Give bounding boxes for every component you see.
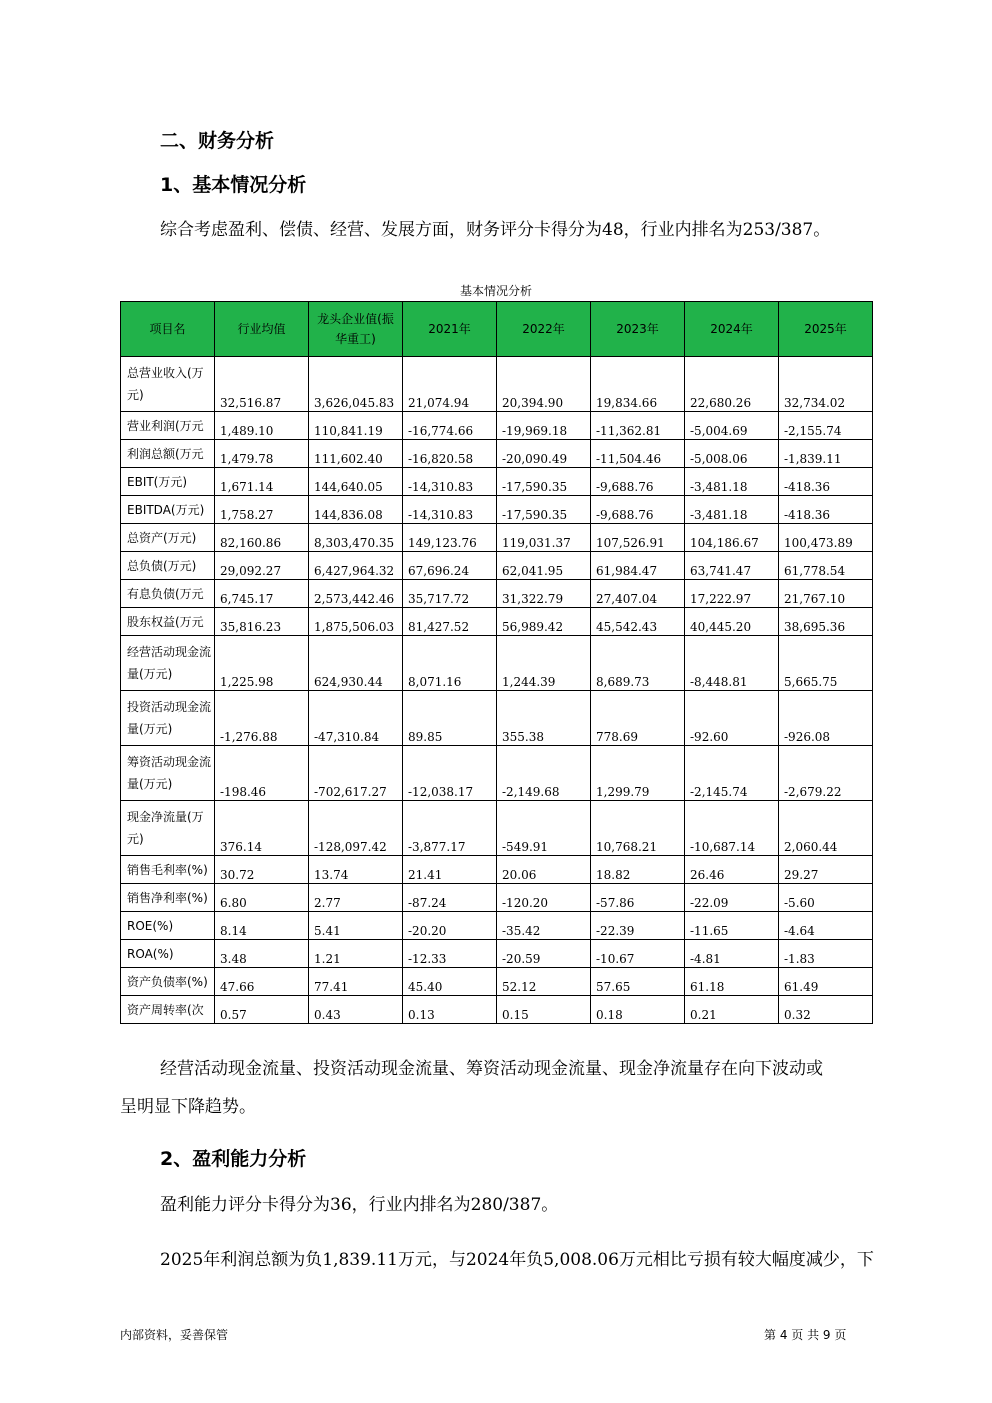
table-body <box>121 357 873 1024</box>
table-cell: -2,145.74 <box>685 746 779 801</box>
table-cell: 100,473.89 <box>779 524 873 552</box>
row-label: 销售净利率(%) <box>121 884 215 912</box>
row-label: 现金净流量(万元) <box>121 801 215 856</box>
table-cell: -3,877.17 <box>403 801 497 856</box>
column-header: 行业均值 <box>215 302 309 357</box>
paragraph-cashflow-trend-line2: 呈明显下降趋势。 <box>120 1097 256 1117</box>
table-cell: 5.41 <box>309 912 403 940</box>
table-cell: -549.91 <box>497 801 591 856</box>
table-cell: 8,303,470.35 <box>309 524 403 552</box>
table-cell: -9,688.76 <box>591 468 685 496</box>
table-row <box>121 636 873 691</box>
table-row <box>121 968 873 996</box>
table-cell: 0.57 <box>215 996 309 1024</box>
table-cell: -35.42 <box>497 912 591 940</box>
table-cell: 22,680.26 <box>685 357 779 412</box>
table-row <box>121 608 873 636</box>
table-cell: -10,687.14 <box>685 801 779 856</box>
table-cell: 0.32 <box>779 996 873 1024</box>
footer-page-number: 第 4 页 共 9 页 <box>764 1328 847 1342</box>
table-cell: 1,225.98 <box>215 636 309 691</box>
row-label: EBITDA(万元) <box>121 496 215 524</box>
table-cell: 624,930.44 <box>309 636 403 691</box>
row-label: 投资活动现金流量(万元) <box>121 691 215 746</box>
table-row <box>121 440 873 468</box>
table-cell: 104,186.67 <box>685 524 779 552</box>
table-cell: 18.82 <box>591 856 685 884</box>
table-row <box>121 996 873 1024</box>
table-cell: -14,310.83 <box>403 496 497 524</box>
table-row <box>121 691 873 746</box>
table-row <box>121 496 873 524</box>
table-cell: 17,222.97 <box>685 580 779 608</box>
table-cell: 67,696.24 <box>403 552 497 580</box>
table-cell: 1,299.79 <box>591 746 685 801</box>
subsection-title-basic: 1、基本情况分析 <box>160 174 307 196</box>
table-row <box>121 357 873 412</box>
column-header: 2023年 <box>591 302 685 357</box>
column-header: 2024年 <box>685 302 779 357</box>
table-cell: 31,322.79 <box>497 580 591 608</box>
table-cell: 61,984.47 <box>591 552 685 580</box>
table-cell: -3,481.18 <box>685 496 779 524</box>
table-header-row <box>121 302 873 357</box>
table-cell: 56,989.42 <box>497 608 591 636</box>
table-cell: 355.38 <box>497 691 591 746</box>
table-cell: 1,489.10 <box>215 412 309 440</box>
table-cell: -1.83 <box>779 940 873 968</box>
column-header: 2022年 <box>497 302 591 357</box>
table-cell: -16,774.66 <box>403 412 497 440</box>
table-cell: -3,481.18 <box>685 468 779 496</box>
table-cell: -11,504.46 <box>591 440 685 468</box>
row-label: 总资产(万元) <box>121 524 215 552</box>
table-row <box>121 856 873 884</box>
table-cell: 21.41 <box>403 856 497 884</box>
table-cell: 10,768.21 <box>591 801 685 856</box>
table-cell: 0.18 <box>591 996 685 1024</box>
footer-confidential: 内部资料，妥善保管 <box>120 1328 229 1342</box>
table-caption: 基本情况分析 <box>459 284 532 298</box>
table-cell: 3.48 <box>215 940 309 968</box>
table-cell: 21,767.10 <box>779 580 873 608</box>
financial-table <box>120 301 873 1024</box>
table-cell: -12,038.17 <box>403 746 497 801</box>
table-cell: 1,244.39 <box>497 636 591 691</box>
table-cell: 111,602.40 <box>309 440 403 468</box>
table-cell: -92.60 <box>685 691 779 746</box>
table-cell: 2.77 <box>309 884 403 912</box>
table-cell: -198.46 <box>215 746 309 801</box>
table-cell: 13.74 <box>309 856 403 884</box>
subsection-title-profitability: 2、盈利能力分析 <box>160 1148 307 1170</box>
table-cell: -20.59 <box>497 940 591 968</box>
table-cell: -10.67 <box>591 940 685 968</box>
table-cell: 1,758.27 <box>215 496 309 524</box>
table-cell: 144,836.08 <box>309 496 403 524</box>
table-cell: 45,542.43 <box>591 608 685 636</box>
table-cell: 32,516.87 <box>215 357 309 412</box>
table-cell: 0.13 <box>403 996 497 1024</box>
row-label: 有息负债(万元 <box>121 580 215 608</box>
table-cell: 57.65 <box>591 968 685 996</box>
table-cell: 778.69 <box>591 691 685 746</box>
table-cell: 38,695.36 <box>779 608 873 636</box>
table-cell: -4.81 <box>685 940 779 968</box>
table-cell: 61.49 <box>779 968 873 996</box>
table-cell: -2,149.68 <box>497 746 591 801</box>
table-cell: -22.09 <box>685 884 779 912</box>
table-cell: 1.21 <box>309 940 403 968</box>
table-cell: 5,665.75 <box>779 636 873 691</box>
table-cell: 52.12 <box>497 968 591 996</box>
column-header: 项目名 <box>121 302 215 357</box>
table-row <box>121 940 873 968</box>
column-header: 2025年 <box>779 302 873 357</box>
paragraph-score-summary: 综合考虑盈利、偿债、经营、发展方面，财务评分卡得分为48，行业内排名为253/387。 <box>160 220 831 240</box>
table-row <box>121 468 873 496</box>
table-cell: 8.14 <box>215 912 309 940</box>
table-row <box>121 524 873 552</box>
table-cell: 77.41 <box>309 968 403 996</box>
table-row <box>121 884 873 912</box>
table-cell: 45.40 <box>403 968 497 996</box>
table-cell: -47,310.84 <box>309 691 403 746</box>
table-cell: 376.14 <box>215 801 309 856</box>
table-cell: 29,092.27 <box>215 552 309 580</box>
table-cell: -5,004.69 <box>685 412 779 440</box>
column-header: 龙头企业值(振华重工) <box>309 302 403 357</box>
row-label: 利润总额(万元 <box>121 440 215 468</box>
table-cell: -1,839.11 <box>779 440 873 468</box>
table-cell: 8,071.16 <box>403 636 497 691</box>
table-cell: 82,160.86 <box>215 524 309 552</box>
paragraph-profitability-score: 盈利能力评分卡得分为36，行业内排名为280/387。 <box>160 1195 559 1215</box>
table-row <box>121 552 873 580</box>
table-cell: 1,479.78 <box>215 440 309 468</box>
row-label: 筹资活动现金流量(万元) <box>121 746 215 801</box>
table-cell: 0.15 <box>497 996 591 1024</box>
table-cell: 0.43 <box>309 996 403 1024</box>
table-cell: 119,031.37 <box>497 524 591 552</box>
table-cell: 20,394.90 <box>497 357 591 412</box>
table-cell: 19,834.66 <box>591 357 685 412</box>
table-cell: 3,626,045.83 <box>309 357 403 412</box>
table-cell: 149,123.76 <box>403 524 497 552</box>
table-cell: 27,407.04 <box>591 580 685 608</box>
table-cell: -14,310.83 <box>403 468 497 496</box>
table-cell: -926.08 <box>779 691 873 746</box>
table-cell: -418.36 <box>779 468 873 496</box>
table-cell: 61,778.54 <box>779 552 873 580</box>
row-label: 总负债(万元) <box>121 552 215 580</box>
row-label: EBIT(万元) <box>121 468 215 496</box>
table-row <box>121 412 873 440</box>
row-label: 销售毛利率(%) <box>121 856 215 884</box>
table-cell: 81,427.52 <box>403 608 497 636</box>
table-cell: 107,526.91 <box>591 524 685 552</box>
table-cell: -128,097.42 <box>309 801 403 856</box>
table-row <box>121 580 873 608</box>
table-cell: 29.27 <box>779 856 873 884</box>
paragraph-cashflow-trend-line1: 经营活动现金流量、投资活动现金流量、筹资活动现金流量、现金净流量存在向下波动或 <box>160 1059 823 1079</box>
table-cell: -4.64 <box>779 912 873 940</box>
table-cell: 6,745.17 <box>215 580 309 608</box>
table-cell: -1,276.88 <box>215 691 309 746</box>
column-header: 2021年 <box>403 302 497 357</box>
row-label: 经营活动现金流量(万元) <box>121 636 215 691</box>
table-cell: 2,060.44 <box>779 801 873 856</box>
table-cell: -418.36 <box>779 496 873 524</box>
table-cell: -11.65 <box>685 912 779 940</box>
table-cell: -57.86 <box>591 884 685 912</box>
table-cell: 26.46 <box>685 856 779 884</box>
row-label: 营业利润(万元 <box>121 412 215 440</box>
table-cell: -9,688.76 <box>591 496 685 524</box>
table-cell: -17,590.35 <box>497 468 591 496</box>
table-row <box>121 912 873 940</box>
table-cell: 6.80 <box>215 884 309 912</box>
row-label: 资产负债率(%) <box>121 968 215 996</box>
table-cell: -19,969.18 <box>497 412 591 440</box>
table-cell: 20.06 <box>497 856 591 884</box>
table-row <box>121 746 873 801</box>
table-cell: -8,448.81 <box>685 636 779 691</box>
table-cell: -16,820.58 <box>403 440 497 468</box>
table-cell: 63,741.47 <box>685 552 779 580</box>
table-cell: 1,671.14 <box>215 468 309 496</box>
table-cell: 110,841.19 <box>309 412 403 440</box>
row-label: 股东权益(万元 <box>121 608 215 636</box>
table-cell: -5.60 <box>779 884 873 912</box>
table-cell: 35,717.72 <box>403 580 497 608</box>
table-cell: -87.24 <box>403 884 497 912</box>
table-cell: 40,445.20 <box>685 608 779 636</box>
table-cell: 61.18 <box>685 968 779 996</box>
table-cell: 1,875,506.03 <box>309 608 403 636</box>
table-row <box>121 801 873 856</box>
table-cell: 0.21 <box>685 996 779 1024</box>
table-cell: 8,689.73 <box>591 636 685 691</box>
table-cell: 62,041.95 <box>497 552 591 580</box>
table-cell: -5,008.06 <box>685 440 779 468</box>
table-cell: -17,590.35 <box>497 496 591 524</box>
table-cell: 21,074.94 <box>403 357 497 412</box>
table-cell: 35,816.23 <box>215 608 309 636</box>
row-label: ROA(%) <box>121 940 215 968</box>
table-cell: 89.85 <box>403 691 497 746</box>
table-cell: -120.20 <box>497 884 591 912</box>
table-cell: 47.66 <box>215 968 309 996</box>
table-cell: 6,427,964.32 <box>309 552 403 580</box>
table-cell: -2,679.22 <box>779 746 873 801</box>
row-label: 资产周转率(次 <box>121 996 215 1024</box>
table-cell: -20,090.49 <box>497 440 591 468</box>
table-cell: 30.72 <box>215 856 309 884</box>
table-cell: -702,617.27 <box>309 746 403 801</box>
table-cell: 32,734.02 <box>779 357 873 412</box>
table-cell: -2,155.74 <box>779 412 873 440</box>
table-cell: -20.20 <box>403 912 497 940</box>
table-cell: -11,362.81 <box>591 412 685 440</box>
row-label: ROE(%) <box>121 912 215 940</box>
table-cell: -12.33 <box>403 940 497 968</box>
table-cell: 2,573,442.46 <box>309 580 403 608</box>
table-cell: -22.39 <box>591 912 685 940</box>
row-label: 总营业收入(万元) <box>121 357 215 412</box>
section-title: 二、财务分析 <box>160 130 275 152</box>
paragraph-profit-change: 2025年利润总额为负1,839.11万元，与2024年负5,008.06万元相比亏损有较大幅度减少，下 <box>160 1250 874 1270</box>
table-cell: 144,640.05 <box>309 468 403 496</box>
